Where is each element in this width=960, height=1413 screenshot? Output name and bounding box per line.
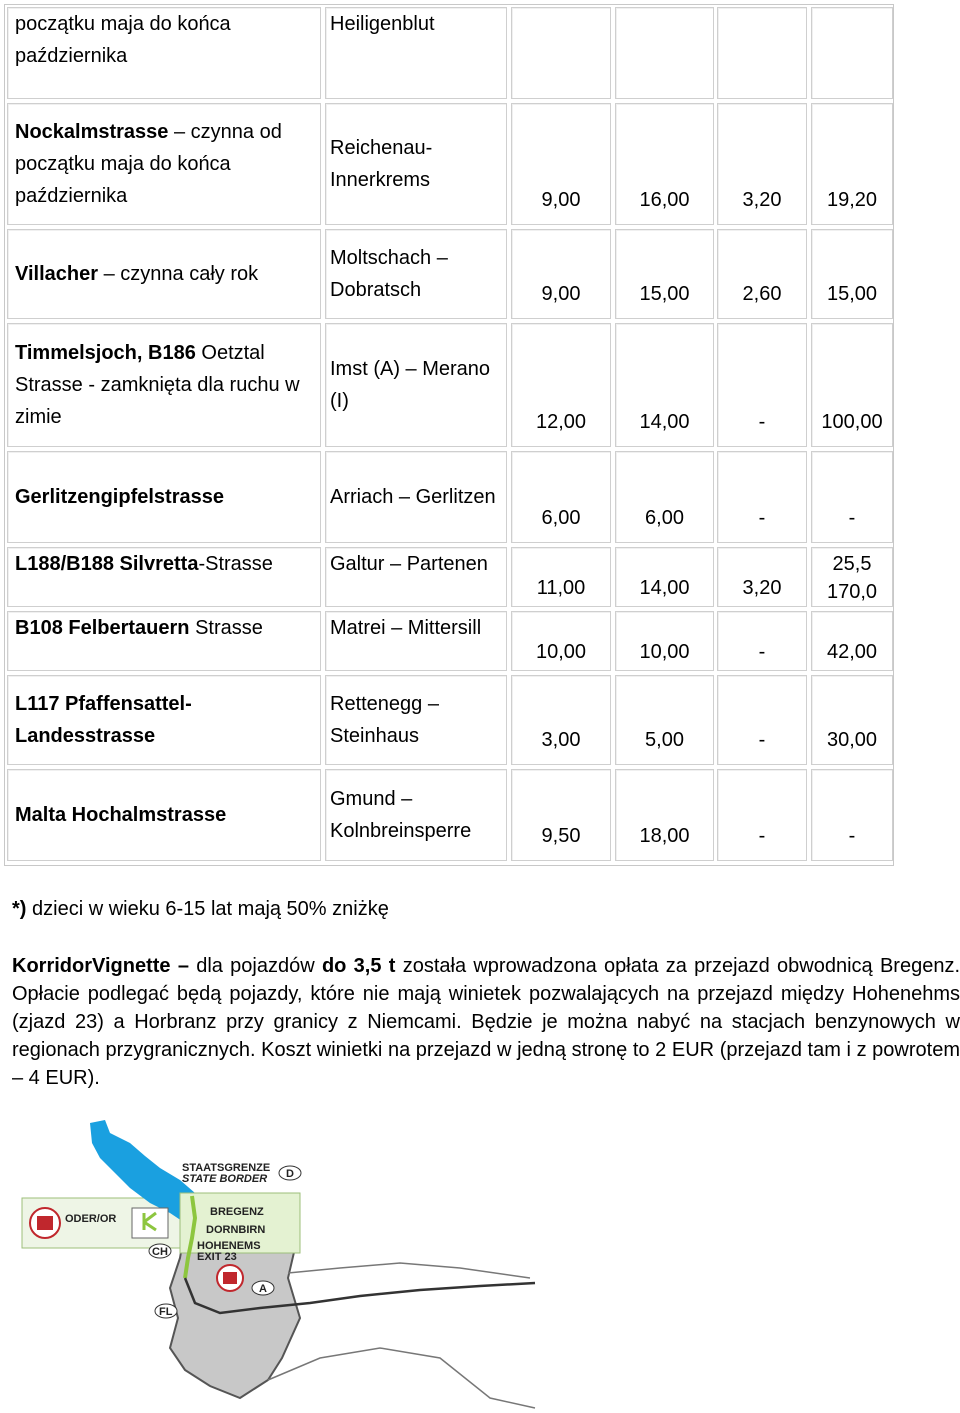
price-value: 19,20 [826,189,878,211]
road-name-cell [7,675,321,765]
state-border-label-2: STATE BORDER [182,1173,268,1185]
price-cell-4 [811,769,893,861]
road-name-part: Strasse [189,617,263,639]
children-discount-note [12,895,389,923]
price-cell-3 [717,611,807,671]
price-value: 10,00 [639,641,690,663]
table-row [5,767,893,863]
road-name-cell [7,769,321,861]
price-value: 12,00 [535,411,587,433]
price-cell-4 [811,547,893,607]
road-name-part: – czynna od początku maja do końca października [15,121,282,207]
price-value: - [758,641,766,663]
vignette-icon-left [30,1208,60,1238]
route-text: Rettenegg – Steinhaus [330,693,439,747]
price-value: 42,00 [826,641,878,663]
route-cell [325,229,507,319]
route-cell [325,7,507,99]
price-cell-4 [811,675,893,765]
road-name-part: Nockalmstrasse [15,121,169,143]
price-cell-1 [511,323,611,447]
road-name-cell [7,103,321,225]
price-cell-4 [811,611,893,671]
price-value: 6,00 [645,507,684,529]
corridor-vignette-paragraph [12,952,960,1092]
price-value: 2,60 [742,283,782,305]
route-cell [325,611,507,671]
price-value: 15,00 [639,283,690,305]
price-cell-2 [615,7,714,99]
border-line [288,1263,530,1278]
road-name-cell [7,323,321,447]
price-value: - [848,507,856,529]
toll-road-table [4,4,894,866]
route-cell [325,103,507,225]
route-cell [325,451,507,543]
price-cell-1 [511,451,611,543]
price-cell-1 [511,769,611,861]
road-name-part: Villacher [15,263,99,285]
route-cell [325,323,507,447]
state-border-label-1: STAATSGRENZE [182,1162,271,1174]
route-cell [325,675,507,765]
road-name [15,258,258,290]
road-name-part: Oetztal Strasse - zamknięta dla ruchu w zimie [15,342,300,428]
road-name [15,337,320,433]
price-cell-2 [615,675,714,765]
price-cell-3 [717,229,807,319]
road-name-cell [7,7,321,99]
price-value: 9,00 [541,189,581,211]
route-text: Arriach – Gerlitzen [330,486,496,508]
corridor-title: KorridorVignette [12,955,171,977]
road-name-part: Timmelsjoch, B186 [15,342,196,364]
price-value: 9,00 [541,283,581,305]
price-value: 100,00 [821,411,883,433]
price-cell-2 [615,769,714,861]
table-row [5,5,893,101]
price-value: 5,00 [645,729,684,751]
route-text: Matrei – Mittersill [330,617,482,639]
road-name-part: L117 Pfaffensattel-Landesstrasse [15,693,192,747]
price-value: 30,00 [826,729,878,751]
corridor-weight: do 3,5 t [321,955,396,977]
route-text: Galtur – Partenen [330,553,488,575]
price-cell-4 [811,229,893,319]
price-cell-1 [511,103,611,225]
table-row [5,545,893,609]
price-cell-3 [717,103,807,225]
price-value: 14,00 [639,577,690,599]
bregenz-corridor-map [20,1118,540,1413]
corridor-dash: – [170,955,197,977]
country-a-label: A [259,1283,267,1295]
price-cell-4 [811,323,893,447]
road-name-part: L188/B188 Silvretta [15,553,199,575]
road-name-part: Gerlitzengipfelstrasse [15,486,224,508]
price-value: 16,00 [639,189,690,211]
place-exit-23: EXIT 23 [197,1251,237,1263]
price-cell-4 [811,451,893,543]
road-name [15,799,226,831]
route-text: Imst (A) – Merano (I) [330,358,491,412]
price-cell-1 [511,611,611,671]
price-cell-3 [717,323,807,447]
oder-label: ODER/OR [65,1213,117,1225]
table-row [5,673,893,767]
road-name [15,13,231,67]
road-name [15,617,263,639]
country-ch-label: CH [152,1246,168,1258]
road-name-part: – czynna cały rok [98,263,259,285]
price-value: - [758,411,766,433]
price-cell-3 [717,769,807,861]
price-value: - [848,825,856,847]
country-fl-label: FL [159,1306,173,1318]
road-name-part: B108 Felbertauern [15,617,190,639]
road-name-cell [7,229,321,319]
route-cell [325,547,507,607]
road-name [15,481,224,513]
table-row [5,609,893,673]
price-value: - [758,729,766,751]
road-name-cell [7,611,321,671]
children-discount-text: dzieci w wieku 6-15 lat mają 50% zniżkę [26,898,389,920]
price-cell-2 [615,547,714,607]
price-value-second: 170,0 [826,581,878,603]
price-value: - [758,507,766,529]
price-value: 3,20 [742,577,782,599]
price-value: 10,00 [535,641,587,663]
table-row [5,449,893,545]
place-dornbirn: DORNBIRN [206,1224,266,1236]
road-name [15,116,320,212]
price-value: 25,5 [832,553,872,575]
route-cell [325,769,507,861]
price-cell-2 [615,451,714,543]
route-text: Heiligenblut [330,13,435,35]
price-cell-4 [811,7,893,99]
country-d-label: D [286,1168,294,1180]
price-value: 14,00 [639,411,690,433]
price-cell-3 [717,451,807,543]
road-name [15,688,320,752]
price-cell-1 [511,675,611,765]
price-cell-1 [511,229,611,319]
price-cell-4 [811,103,893,225]
route-text: Moltschach – Dobratsch [330,247,448,301]
border-line-south [268,1348,535,1408]
vignette-icon-austria [217,1265,243,1291]
route-text: Reichenau-Innerkrems [330,137,433,191]
table-row [5,227,893,321]
price-cell-2 [615,229,714,319]
price-cell-3 [717,7,807,99]
price-value: 6,00 [541,507,581,529]
price-value: 9,50 [541,825,581,847]
price-value: 3,20 [742,189,782,211]
table-row [5,101,893,227]
corridor-text-part2: została wprowadzona opłata za przejazd obwodnicą Bregenz. Opłacie podlegać będą pojazdy, które nie mają winietek pozwalających na przejazd między Hohenehms (zjazd 23) a Horbranz przy granicy z Niemcami. Będzie je można nabyć na stacjach benzynowych w regionach przygranicznych. Koszt winietki na przejazd w jedną stronę to 2 EUR (przejazd tam i z powrotem – 4 EUR). [12,955,960,1089]
road-name-cell [7,547,321,607]
price-value: - [758,825,766,847]
road-name [15,553,273,575]
table-row [5,321,893,449]
corridor-text-part1: dla pojazdów [196,955,322,977]
route-text: Gmund – Kolnbreinsperre [330,788,472,842]
price-cell-2 [615,323,714,447]
place-hohenems: HOHENEMS [197,1240,261,1252]
price-value: 15,00 [826,283,878,305]
price-cell-1 [511,7,611,99]
korridor-vignette-icon [132,1208,168,1238]
price-cell-1 [511,547,611,607]
price-cell-2 [615,103,714,225]
price-cell-2 [615,611,714,671]
road-name-part: Malta Hochalmstrasse [15,804,227,826]
place-bregenz: BREGENZ [210,1206,264,1218]
asterisk-marker: *) [12,898,27,920]
price-value: 18,00 [639,825,690,847]
price-value: 3,00 [541,729,581,751]
price-cell-3 [717,547,807,607]
road-name-part: -Strasse [198,553,273,575]
road-name-part: początku maja do końca października [15,13,231,67]
price-value: 11,00 [536,577,586,599]
road-name-cell [7,451,321,543]
price-cell-3 [717,675,807,765]
